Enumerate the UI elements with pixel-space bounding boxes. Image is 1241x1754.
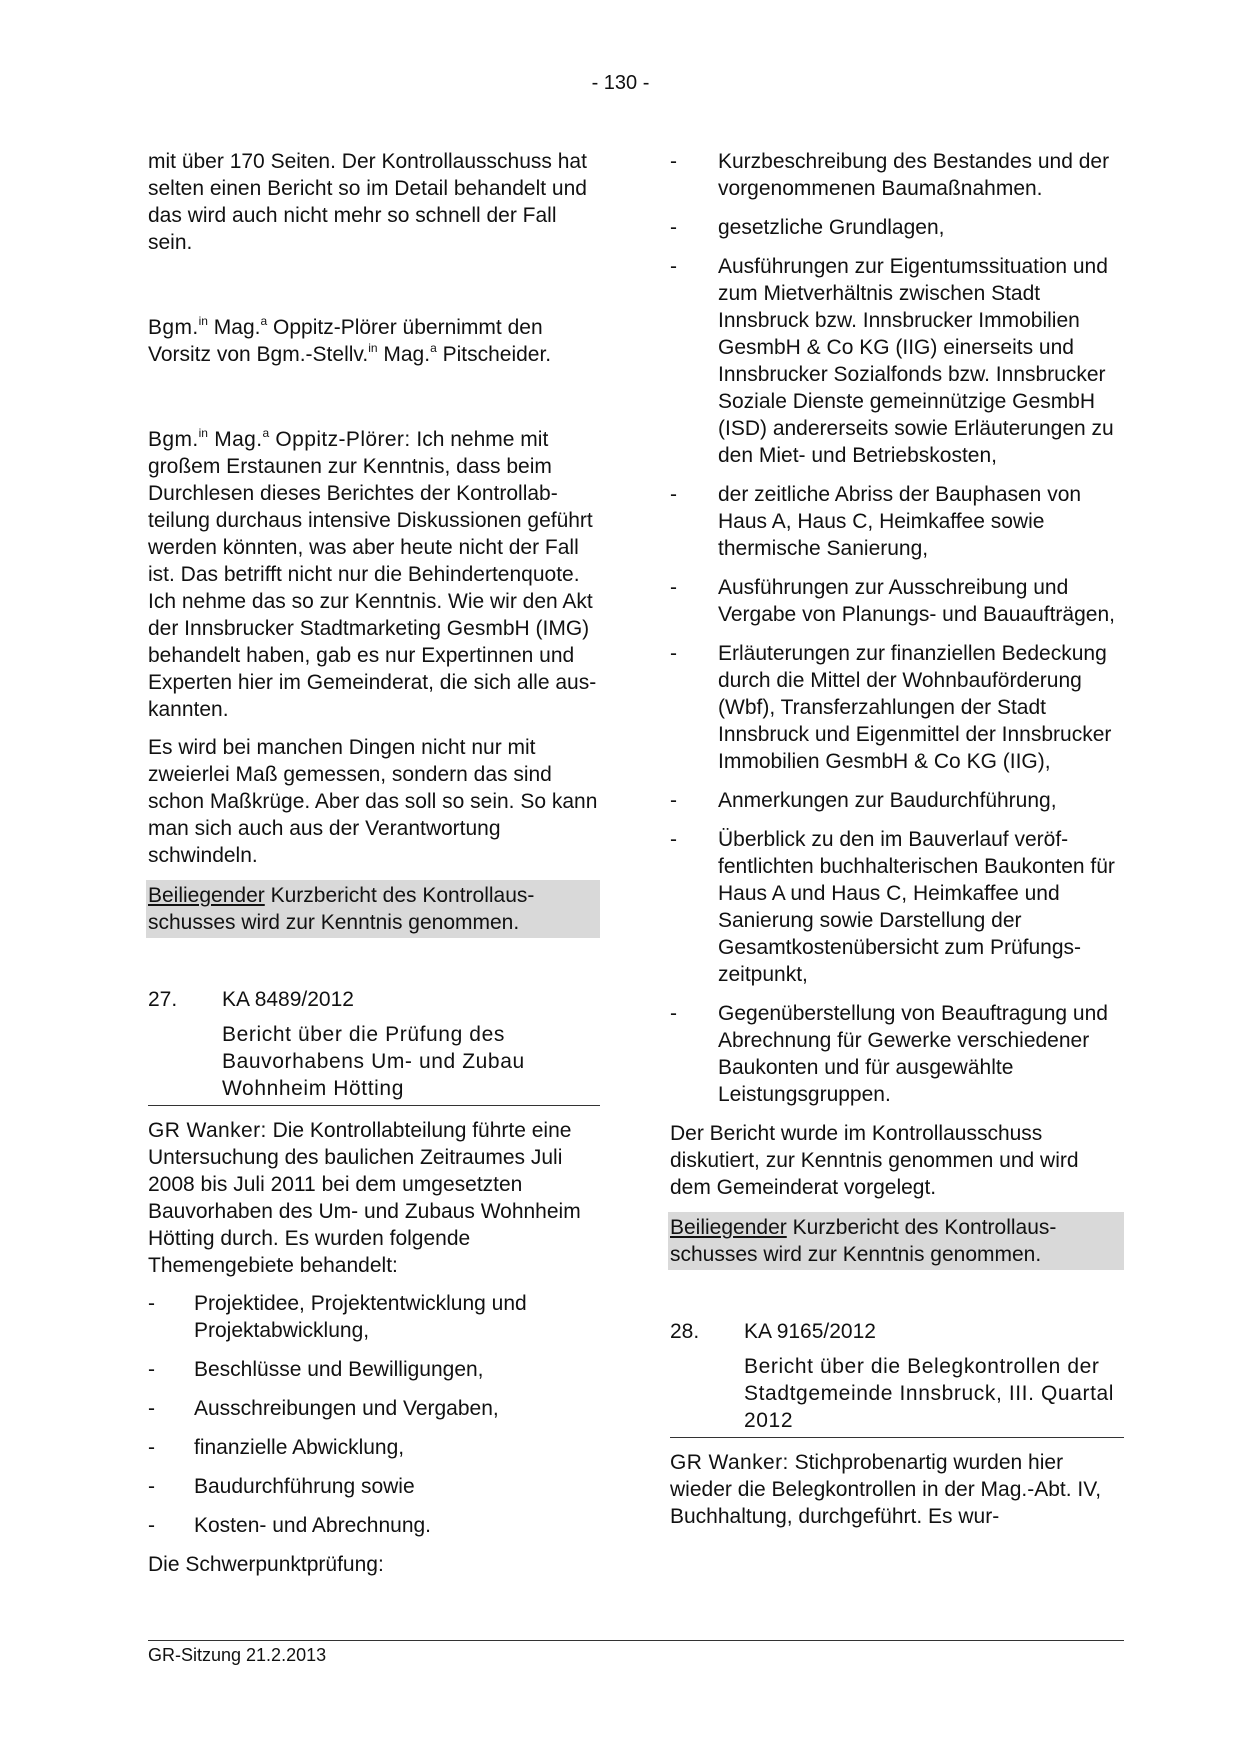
page-footer: GR-Sitzung 21.2.2013	[148, 1640, 1124, 1666]
agenda-item-number: 28.	[670, 1320, 700, 1343]
focus-list	[670, 148, 1124, 1108]
text-run: Ich nehme mit großem Erstaunen zur Kenntnis, dass beim Durchlesen dieses Berichtes der Kontrollabteilung durchaus intensive Diskussionen geführt werden könnten, was aber heute nicht der Fall ist. Das betrifft nicht nur die Behindertenquote. Ich nehme das so zur Kenntnis. Wie wir den Akt der Innsbrucker Stadtmarketing GesmbH (IMG) behandelt haben, gab es nur Expertinnen und Experten hier im Gemeinderat, die sich alle auskannten.	[148, 428, 597, 721]
shaded-resolution	[146, 880, 600, 938]
agenda-item-27-header	[148, 986, 600, 1013]
paragraph-mayor-continued: Es wird bei manchen Dingen nicht nur mit zweierlei Maß gemessen, sondern das sind schon Maßkrüge. Aber das soll so sein. So kann man sich auch aus der Verantwortung schwindeln.	[148, 736, 598, 867]
list-item: - Beschlüsse und Bewilligungen,	[148, 1356, 600, 1383]
agenda-item-28-title: Bericht über die Belegkontrollen der Stadtgemeinde Innsbruck, III. Quartal 2012	[670, 1353, 1124, 1438]
text-run: Mag.	[377, 343, 431, 366]
paragraph-committee-result: Der Bericht wurde im Kontrollausschuss diskutiert, zur Kenntnis genommen und wird dem Gemeinderat vorgelegt.	[670, 1122, 1079, 1199]
superscript: a	[430, 341, 437, 355]
text-run: Die Kontrollabteilung führte eine Untersuchung des baulichen Zeitraumes Juli 2008 bis Juli 2011 bei dem umgesetzten Bauvorhaben des Um- und Zubaus Wohnheim Hötting durch. Es wurden folgende Themengebiete behandelt:	[148, 1119, 581, 1277]
agenda-item-27-title: Bericht über die Prüfung des Bauvorhabens Um- und Zubau Wohnheim Hötting	[148, 1021, 600, 1106]
superscript: in	[198, 426, 208, 440]
paragraph-chair-change	[148, 314, 600, 368]
superscript: in	[198, 314, 208, 328]
left-column	[148, 148, 600, 1578]
paragraph-mayor-statement	[148, 426, 600, 723]
speaker-name: Bgm.	[148, 428, 199, 451]
agenda-item-code: KA 8489/2012	[222, 988, 354, 1011]
list-item: - gesetzliche Grundlagen,	[670, 214, 1124, 241]
agenda-item-code: KA 9165/2012	[744, 1320, 876, 1343]
list-item: - Überblick zu den im Bauverlauf veröffentlichten buchhalterischen Baukonten für Haus A und Haus C, Heimkaffee und Sanierung sowie Darstellung der Gesamtkostenübersicht zum Prüfungszeitpunkt,	[670, 826, 1124, 988]
list-item: - Kosten- und Abrechnung.	[148, 1512, 600, 1539]
list-item: - Anmerkungen zur Baudurchführung,	[670, 787, 1124, 814]
speaker-name: GR Wanker:	[670, 1451, 789, 1474]
paragraph-continuation: mit über 170 Seiten. Der Kontrollausschuss hat selten einen Bericht so im Detail behandelt und das wird auch nicht mehr so schnell der Fall sein.	[148, 150, 587, 254]
superscript: in	[368, 341, 378, 355]
topic-list	[148, 1290, 600, 1539]
right-column	[670, 148, 1124, 1530]
list-item: - Projektidee, Projektentwicklung und Projektabwicklung,	[148, 1290, 600, 1344]
list-item: - Erläuterungen zur finanziellen Bedeckung durch die Mittel der Wohnbauförderung (Wbf), Transferzahlungen der Stadt Innsbruck und Eigenmittel der Innsbrucker Immobilien GesmbH & Co KG (IIG),	[670, 640, 1124, 775]
speaker-name: Oppitz-Plörer:	[269, 428, 411, 451]
shaded-resolution	[668, 1212, 1124, 1270]
speaker-name: Mag.	[207, 428, 263, 451]
paragraph-wanker-report	[148, 1117, 600, 1279]
text-run: Mag.	[207, 316, 261, 339]
speaker-title: Bgm.	[148, 316, 199, 339]
underlined-word: Beiliegender	[670, 1216, 787, 1239]
list-item: - Ausführungen zur Ausschreibung und Vergabe von Planungs- und Bauaufträgen,	[670, 574, 1124, 628]
paragraph-wanker-receipts	[670, 1449, 1124, 1530]
agenda-item-28-header	[670, 1318, 1124, 1345]
text-run: Oppitz-Plörer übernimmt den Vorsitz von Bgm.-Stellv.	[148, 316, 543, 366]
list-item: - Gegenüberstellung von Beauftragung und Abrechnung für Gewerke verschiedener Baukonten und für ausgewählte Leistungsgruppen.	[670, 1000, 1124, 1108]
paragraph-focus-audit: Die Schwerpunktprüfung:	[148, 1553, 384, 1576]
list-item: - Kurzbeschreibung des Bestandes und der vorgenommenen Baumaßnahmen.	[670, 148, 1124, 202]
speaker-name: GR Wanker:	[148, 1119, 267, 1142]
text-run: Pitscheider.	[436, 343, 552, 366]
list-item: - Baudurchführung sowie	[148, 1473, 600, 1500]
text-run: Stichprobenartig wurden hier wieder die Belegkontrollen in der Mag.-Abt. IV, Buchhaltung, durchgeführt. Es wur-	[670, 1451, 1102, 1528]
superscript: a	[260, 314, 268, 328]
list-item: - finanzielle Abwicklung,	[148, 1434, 600, 1461]
list-item: - der zeitliche Abriss der Bauphasen von Haus A, Haus C, Heimkaffee sowie thermische Sanierung,	[670, 481, 1124, 562]
superscript: a	[262, 426, 270, 440]
agenda-item-number: 27.	[148, 988, 178, 1011]
list-item: - Ausführungen zur Eigentumssituation und zum Mietverhältnis zwischen Stadt Innsbruck bzw. Innsbrucker Immobilien GesmbH & Co KG (IIG) einerseits und Innsbrucker Sozialfonds bzw. Innsbrucker Soziale Dienste gemeinnützige GesmbH (ISD) andererseits sowie Erläuterungen zu den Miet- und Betriebskosten,	[670, 253, 1124, 469]
underlined-word: Beiliegender	[148, 884, 265, 907]
text-run: Kurzbericht des Kontrollausschusses wird zur Kenntnis genommen.	[148, 884, 535, 934]
list-item: - Ausschreibungen und Vergaben,	[148, 1395, 600, 1422]
text-run: Kurzbericht des Kontrollausschusses wird zur Kenntnis genommen.	[670, 1216, 1057, 1266]
page-number: - 130 -	[591, 72, 650, 94]
